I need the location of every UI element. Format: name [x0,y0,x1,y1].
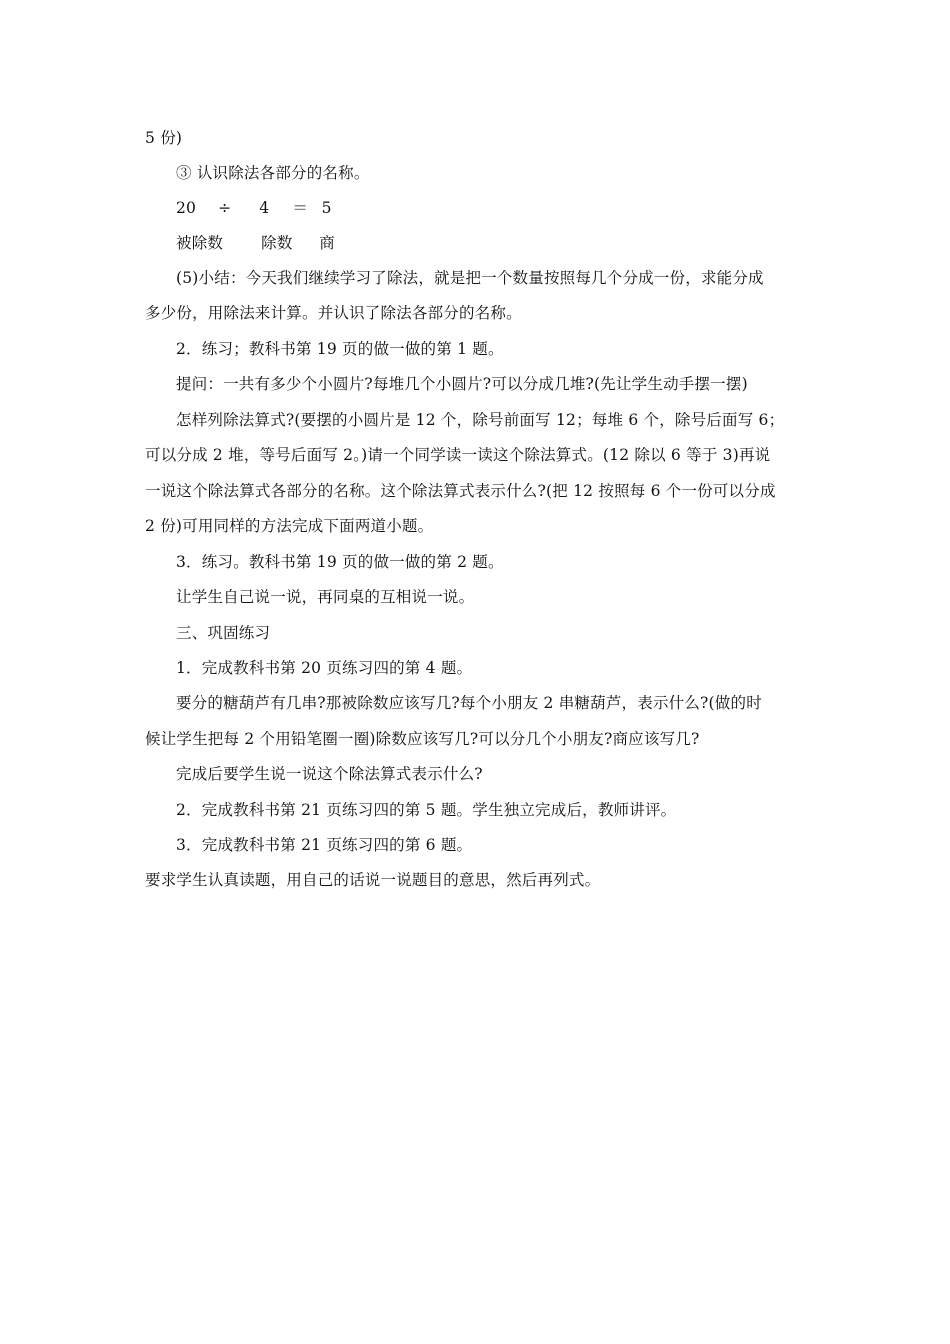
text-line: ③ 认识除法各部分的名称。 [176,164,370,182]
section-heading: 三、巩固练习 [176,624,271,642]
division-sign: ÷ [218,199,232,217]
text-line: 5 份) [145,129,183,147]
division-equation [176,198,826,218]
equation-divisor: 4 [259,199,270,217]
text-line: 完成后要学生说一说这个除法算式表示什么? [176,765,483,783]
text-line: 2．完成教科书第 21 页练习四的第 5 题。学生独立完成后，教师讲评。 [176,801,677,819]
label-quotient: 商 [319,234,335,252]
text-line: 3．练习。教科书第 19 页的做一做的第 2 题。 [176,553,504,571]
equation-quotient: 5 [321,199,332,217]
equation-labels [176,233,826,253]
text-line: 2．练习；教科书第 19 页的做一做的第 1 题。 [176,340,504,358]
text-line: 让学生自己说一说，再同桌的互相说一说。 [176,588,475,606]
text-line: 1．完成教科书第 20 页练习四的第 4 题。 [176,659,473,677]
text-line: 2 份)可用同样的方法完成下面两道小题。 [145,517,434,535]
text-line: 多少份，用除法来计算。并认识了除法各部分的名称。 [145,304,522,322]
text-line: 候让学生把每 2 个用铅笔圈一圈)除数应该写几?可以分几个小朋友?商应该写几? [145,730,700,748]
text-line: 一说这个除法算式各部分的名称。这个除法算式表示什么?(把 12 按照每 6 个一份可以分成 [145,482,776,500]
text-line: 可以分成 2 堆，等号后面写 2。)请一个同学读一读这个除法算式。(12 除以 6 等于 3)再说 [145,446,771,464]
text-line: (5)小结：今天我们继续学习了除法，就是把一个数量按照每几个分成一份，求能分成 [176,269,764,287]
text-line: 要求学生认真读题，用自己的话说一说题目的意思，然后再列式。 [145,871,601,889]
text-line: 怎样列除法算式?(要摆的小圆片是 12 个，除号前面写 12；每堆 6 个，除号后面写 6； [176,411,785,429]
text-line: 提问：一共有多少个小圆片?每堆几个小圆片?可以分成几堆?(先让学生动手摆一摆) [176,375,748,393]
text-line: 3．完成教科书第 21 页练习四的第 6 题。 [176,836,473,854]
label-divisor: 除数 [261,234,293,252]
text-line: 要分的糖葫芦有几串?那被除数应该写几?每个小朋友 2 串糖葫芦，表示什么?(做的时 [176,694,762,712]
equation-dividend: 20 [176,199,197,217]
equals-sign: ＝ [292,199,309,217]
label-dividend: 被除数 [176,234,224,252]
